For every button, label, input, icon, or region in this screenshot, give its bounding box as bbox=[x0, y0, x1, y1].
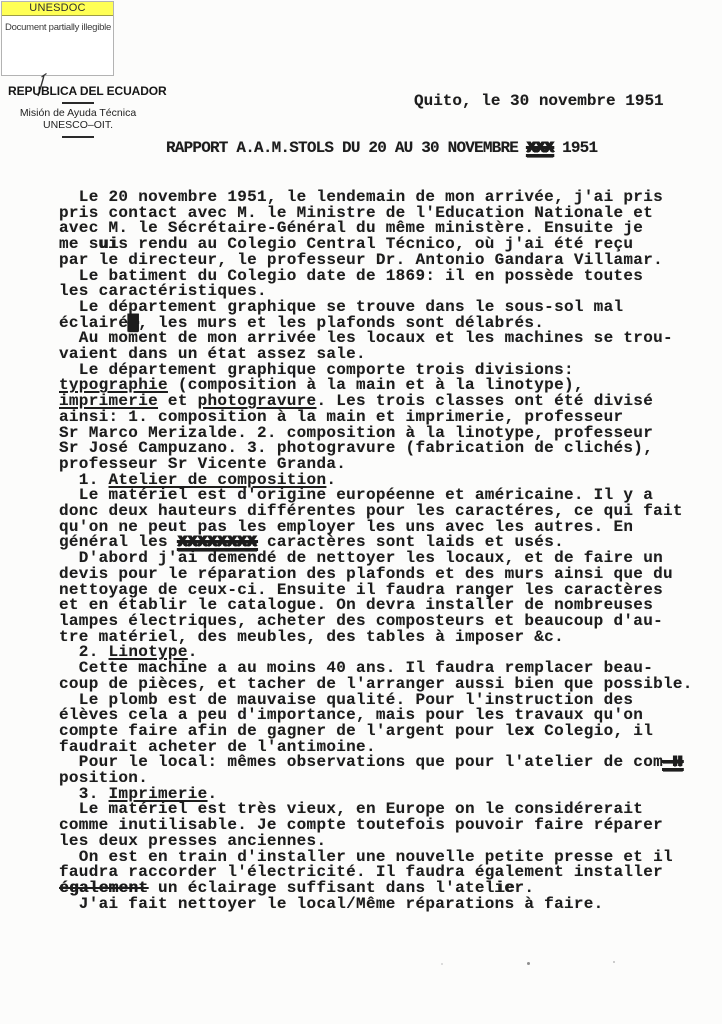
text-run: donc deux hauteurs différentes pour les caractéres, ce qui fait bbox=[59, 502, 683, 521]
text-run: faudrait acheter de l'antimoine. bbox=[59, 737, 376, 756]
text-run: Le matériel est d'origine européenne et américaine. Il y a bbox=[59, 486, 654, 505]
text-run: . bbox=[207, 784, 218, 803]
scan-speck bbox=[527, 962, 530, 965]
text-run: Colegio, il bbox=[534, 721, 654, 740]
underlined-text: photogravure bbox=[197, 392, 317, 411]
report-title bbox=[166, 139, 597, 157]
text-run: position. bbox=[59, 769, 149, 788]
overstruck-text: XXX bbox=[526, 139, 554, 157]
text-run: vaient dans un état assez sale. bbox=[59, 345, 366, 364]
text-run: devis pour le réparation des plafonds et des murs ainsi que du bbox=[59, 564, 673, 583]
text-run: comme inutilisable. Je compte toutefois pouvoir faire réparer bbox=[59, 816, 663, 835]
text-run: Sr Marco Merizalde. 2. composition à la linotype, professeur bbox=[59, 423, 654, 442]
text-run: ainsi: 1. composition à la main et imprimerie, professeur bbox=[59, 407, 624, 426]
text-run: professeur Sr Vicente Granda. bbox=[59, 454, 347, 473]
unesdoc-overlay-box bbox=[1, 1, 114, 76]
text-run: Au moment de mon arrivée les locaux et les machines se trou- bbox=[59, 329, 673, 348]
scan-speck bbox=[441, 963, 443, 965]
struck-text: également bbox=[59, 878, 149, 897]
text-run: r. bbox=[514, 878, 535, 897]
letterhead-mission: Misión de Ayuda Técnica bbox=[19, 107, 137, 119]
text-run: pris contact avec M. le Ministre de l'Education Nationale et bbox=[59, 203, 654, 222]
text-run: lampes électriques, acheter des composteurs et beaucoup d'au- bbox=[59, 611, 663, 630]
underlined-text: Atelier de composition bbox=[108, 470, 327, 489]
text-run: Sr José Campuzano. 3. photogravure (fabrication de clichés), bbox=[59, 439, 654, 458]
text-run: compte faire afin de gagner de l'argent pour le bbox=[59, 721, 525, 740]
text-run: 2. bbox=[59, 643, 109, 662]
text-run: Cette machine a au moins 40 ans. Il faudra remplacer beau- bbox=[59, 659, 654, 678]
text-run: . Les trois classes ont été divisé bbox=[316, 392, 654, 411]
text-run: et bbox=[158, 392, 198, 411]
letterhead-org: UNESCO–OIT. bbox=[42, 119, 113, 131]
text-run: Le matériel est très vieux, en Europe on le considérerait bbox=[59, 800, 644, 819]
underlined-text: Linotype bbox=[108, 643, 188, 662]
underlined-text: typographie bbox=[59, 376, 168, 395]
underlined-text: Imprimerie bbox=[108, 784, 208, 803]
text-run: Pour le local: mêmes observations que pour l'atelier de com bbox=[59, 753, 663, 772]
overstruck-text: x bbox=[524, 721, 535, 740]
text-run: 1. bbox=[59, 470, 109, 489]
text-run: 1951 bbox=[553, 139, 598, 157]
text-run: élèves cela a peu d'importance, mais pour les travaux qu'on bbox=[59, 706, 644, 725]
text-run: On est en train d'installer une nouvelle petite presse et il bbox=[59, 847, 673, 866]
document-line bbox=[59, 894, 693, 913]
overstruck-text: █ bbox=[128, 313, 139, 332]
text-run: qu'on ne peut pas les employer les uns avec les autres. En bbox=[59, 517, 634, 536]
text-run: par le directeur, le professeur Dr. Antonio Gandara Villamar. bbox=[59, 250, 663, 269]
letterhead bbox=[8, 84, 167, 138]
text-run: coup de pièces, et tacher de l'arranger aussi bien que possible. bbox=[59, 674, 693, 693]
text-run: Le plomb est de mauvaise qualité. Pour l'instruction des bbox=[59, 690, 634, 709]
overstruck-text: -H bbox=[663, 753, 683, 772]
overstruck-text: XXXXXXXX bbox=[177, 533, 258, 552]
text-run: faudra raccorder l'électricité. Il faudra également installer bbox=[59, 863, 663, 882]
text-run: . bbox=[187, 643, 198, 662]
text-run: un éclairage suffisant dans l'atel bbox=[148, 878, 495, 897]
text-run: s rendu au Colegio Central Técnico, où j'ai été reçu bbox=[118, 235, 634, 254]
text-run: tre matériel, des meubles, des tables à imposer &c. bbox=[59, 627, 564, 646]
text-run: général les bbox=[59, 533, 178, 552]
overstruck-text: ie bbox=[494, 878, 515, 897]
letterhead-rule-top bbox=[62, 102, 94, 104]
letterhead-rule-bottom bbox=[62, 136, 94, 138]
text-run: Le batiment du Colegio date de 1869: il en possède toutes bbox=[59, 266, 644, 285]
text-run: Le département graphique se trouve dans le sous-sol mal bbox=[59, 297, 624, 316]
unesdoc-banner: UNESDOC bbox=[2, 2, 113, 16]
text-run: Le 20 novembre 1951, le lendemain de mon arrivée, j'ai pris bbox=[59, 188, 663, 206]
text-run: (composition à la main et à la linotype), bbox=[167, 376, 584, 395]
text-run: les deux presses anciennes. bbox=[59, 831, 327, 850]
text-run: éclairé bbox=[59, 313, 129, 332]
text-run: 3. bbox=[59, 784, 109, 803]
scan-speck bbox=[613, 961, 615, 963]
text-run: caractères sont laids et usés. bbox=[257, 533, 564, 552]
text-run: , les murs et les plafonds sont délabrés. bbox=[138, 313, 545, 332]
text-run: J'ai fait nettoyer le local/Même réparations à faire. bbox=[59, 894, 604, 913]
text-run: nettoyage de ceux-ci. Ensuite il faudra ranger les caractères bbox=[59, 580, 663, 599]
dateline: Quito, le 30 novembre 1951 bbox=[414, 92, 664, 110]
document-body bbox=[59, 190, 693, 912]
text-run: avec M. le Sécrétaire-Général du même ministère. Ensuite je bbox=[59, 219, 644, 238]
letterhead-country: REPUBLICA DEL ECUADOR bbox=[8, 84, 167, 98]
text-run: me s bbox=[59, 235, 99, 254]
document-line bbox=[59, 755, 693, 771]
underlined-text: imprimerie bbox=[59, 392, 159, 411]
text-run: Le département graphique comporte trois divisions: bbox=[59, 360, 574, 379]
text-run: D'abord j'ai demendé de nettoyer les locaux, et de faire un bbox=[59, 549, 663, 568]
overstruck-text: ui bbox=[98, 235, 119, 254]
text-run: les caractéristiques. bbox=[59, 282, 267, 301]
text-run: . bbox=[326, 470, 337, 489]
illegibility-note: Document partially illegible bbox=[5, 22, 111, 33]
text-run: et en établir le catalogue. On devra installer de nombreuses bbox=[59, 596, 654, 615]
text-run: RAPPORT A.A.M.STOLS DU 20 AU 30 NOVEMBRE bbox=[166, 139, 527, 157]
